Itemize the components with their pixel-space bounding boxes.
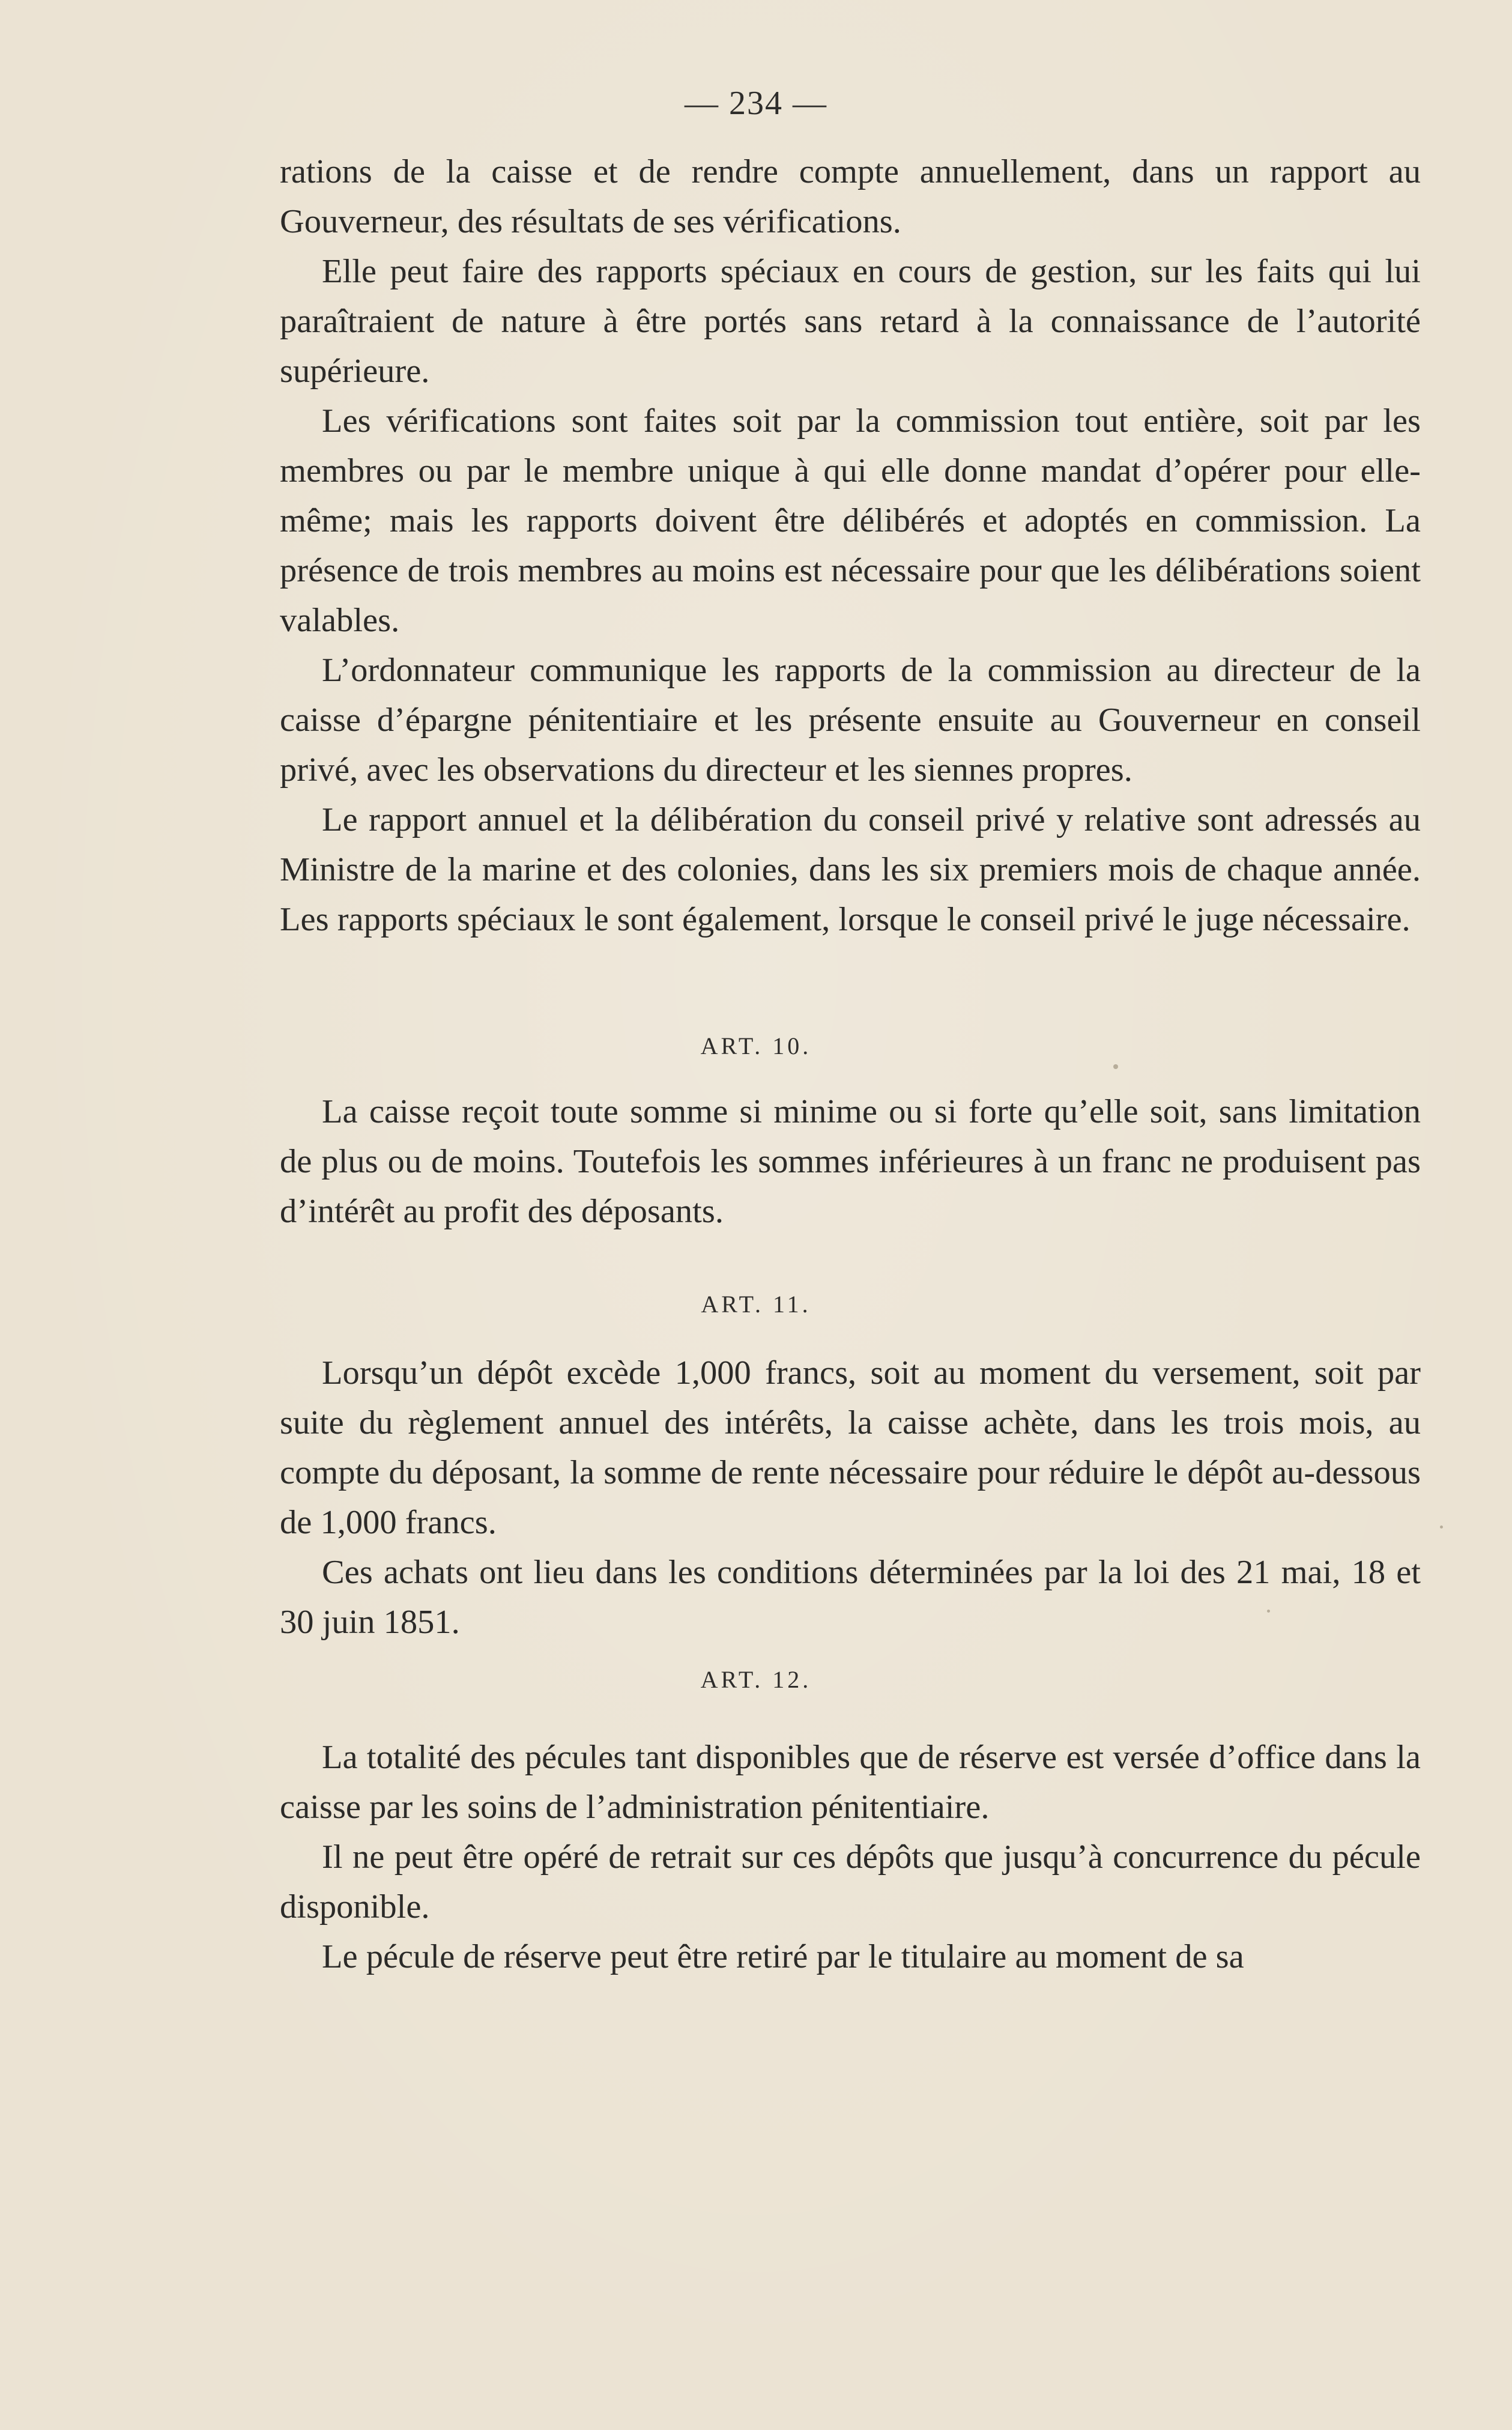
paragraph-special-reports: Elle peut faire des rapports spéciaux en cours de gestion, sur les faits qui lui paraîtraient de nature à être portés sans retard à la connaissance de l’autorité supérieure. (280, 253, 1421, 390)
paragraph-withdrawal-limit: Il ne peut être opéré de retrait sur ces dépôts que jusqu’à concurrence du pécule disponible. (280, 1838, 1421, 1926)
paragraph-reserve-withdrawal: Le pécule de réserve peut être retiré par le titulaire au moment de sa (322, 1938, 1244, 1975)
paragraph-ordonnateur: L’ordonnateur communique les rapports de la commission au directeur de la caisse d’épargne pénitentiaire et les présente ensuite au Gouverneur en conseil privé, avec les observations du directeur et les siennes propres. (280, 652, 1421, 789)
paper-speck (1113, 1064, 1118, 1069)
paragraph-verifications: Les vérifications sont faites soit par la commission tout entière, soit par les membres ou par le membre unique à qui elle donne mandat d’opérer pour elle-même; mais les rapports doivent être délibérés et adoptés en commission. La présence de trois membres au moins est nécessaire pour que les délibérations soient valables. (280, 402, 1421, 639)
paragraph-excess-deposit: Lorsqu’un dépôt excède 1,000 francs, soit au moment du versement, soit par suite du règlement annuel des intérêts, la caisse achète, dans les trois mois, au compte du déposant, la somme de rente nécessaire pour réduire le dépôt au-dessous de 1,000 francs. (280, 1354, 1421, 1541)
text-block-1 (280, 147, 1421, 945)
paragraph-continued: rations de la caisse et de rendre compte annuellement, dans un rapport au Gouverneur, des résultats de ses vérifications. (280, 153, 1421, 240)
paragraph-deposits: La caisse reçoit toute somme si minime ou si forte qu’elle soit, sans limitation de plus ou de moins. Toutefois les sommes inférieures à un franc ne produisent pas d’intérêt au profit des déposants. (280, 1093, 1421, 1230)
page-number: — 234 — (685, 85, 827, 122)
article-11-body (280, 1348, 1421, 1647)
paragraph-annual-report: Le rapport annuel et la délibération du conseil privé y relative sont adressés au Ministre de la marine et des colonies, dans les six premiers mois de chaque année. Les rapports spéciaux le sont également, lorsque le conseil privé le juge nécessaire. (280, 801, 1421, 938)
article-10-body (280, 1087, 1421, 1237)
article-10-heading: ART. 10. (700, 1032, 812, 1059)
paragraph-pecules: La totalité des pécules tant disponibles que de réserve est versée d’office dans la caisse par les soins de l’administration pénitentiaire. (280, 1739, 1421, 1826)
article-12-heading: ART. 12. (700, 1666, 812, 1693)
paper-speck (1267, 1610, 1270, 1613)
paragraph-purchase-conditions: Ces achats ont lieu dans les conditions déterminées par la loi des 21 mai, 18 et 30 juin 1851. (280, 1554, 1421, 1641)
article-11-heading: ART. 11. (701, 1291, 811, 1318)
article-12-body (280, 1733, 1421, 1982)
paper-speck (1440, 1526, 1443, 1529)
